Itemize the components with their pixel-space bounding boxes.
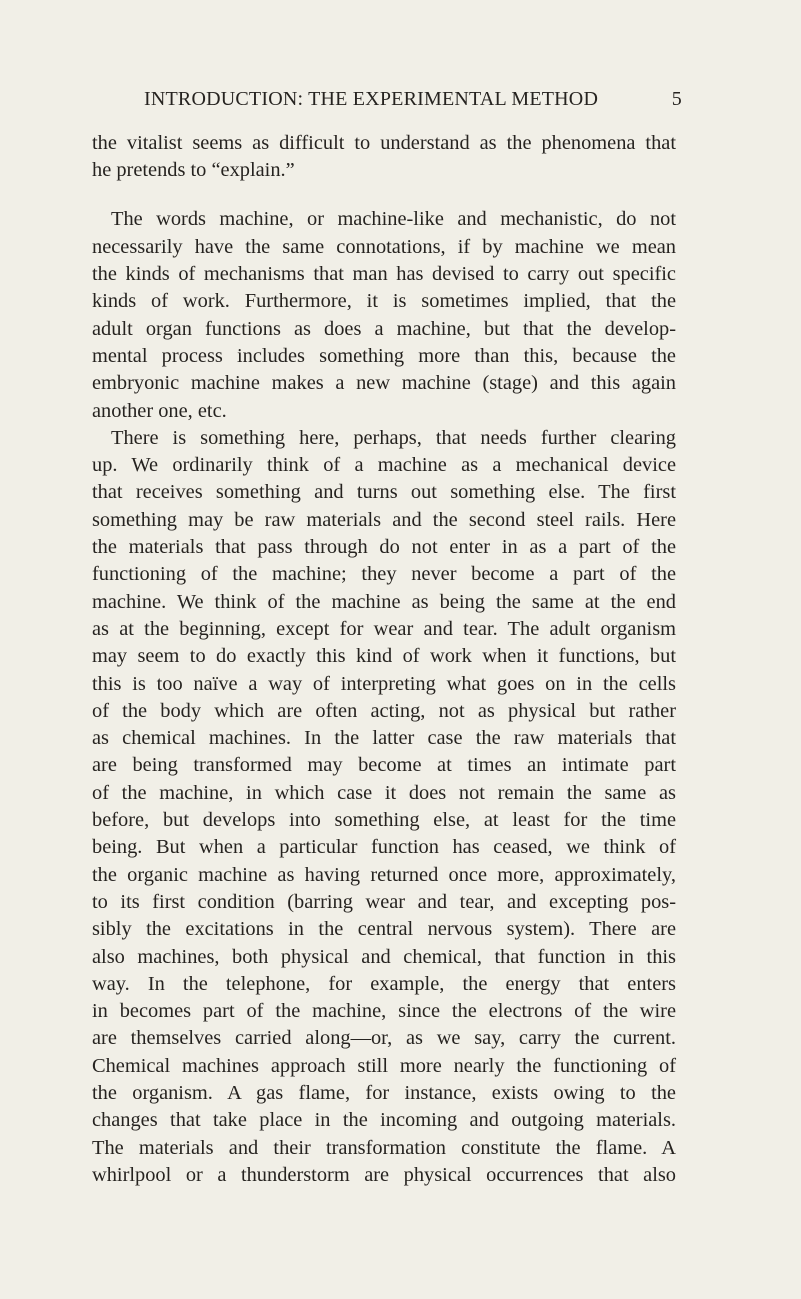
- text-line: up. We ordinarily think of a machine as a mechanical device: [92, 454, 676, 477]
- text-line: necessarily have the same connotations, if by machine we mean: [92, 235, 676, 258]
- paragraph: [92, 206, 676, 424]
- text-line: of the machine, in which case it does not remain the same as: [92, 781, 676, 804]
- text-line: the organism. A gas flame, for instance, exists owing to the: [92, 1081, 676, 1104]
- text-line: whirlpool or a thunderstorm are physical occurrences that also: [92, 1163, 676, 1186]
- text-line: as chemical machines. In the latter case the raw materials that: [92, 727, 676, 750]
- text-line: being. But when a particular function has ceased, we think of: [92, 836, 676, 859]
- text-line: also machines, both physical and chemical, that function in this: [92, 945, 676, 968]
- running-header: [92, 88, 682, 114]
- text-line: the materials that pass through do not enter in as a part of the: [92, 536, 676, 559]
- text-line: embryonic machine makes a new machine (stage) and this again: [92, 372, 676, 395]
- body-text: [92, 130, 676, 1189]
- running-title: INTRODUCTION: THE EXPERIMENTAL METHOD: [144, 88, 599, 110]
- text-line: he pretends to “explain.”: [92, 159, 295, 182]
- text-line: the kinds of mechanisms that man has devised to carry out specific: [92, 263, 676, 286]
- text-line: the vitalist seems as difficult to understand as the phenomena that: [92, 132, 676, 154]
- text-line: may seem to do exactly this kind of work when it functions, but: [92, 645, 676, 668]
- page-number: 5: [671, 88, 682, 110]
- text-line: before, but develops into something else, at least for the time: [92, 809, 676, 832]
- text-line: mental process includes something more than this, because the: [92, 344, 676, 367]
- text-line: as at the beginning, except for wear and tear. The adult organism: [92, 617, 676, 640]
- text-line: that receives something and turns out something else. The first: [92, 481, 676, 504]
- paragraph: [92, 425, 676, 1189]
- text-line: something may be raw materials and the second steel rails. Here: [92, 508, 676, 531]
- text-line: are being transformed may become at times an intimate part: [92, 754, 676, 777]
- text-line: sibly the excitations in the central nervous system). There are: [92, 918, 676, 941]
- text-line: functioning of the machine; they never become a part of the: [92, 563, 676, 586]
- text-line: the organic machine as having returned once more, approximately,: [92, 863, 676, 886]
- paragraph-gap: [92, 185, 676, 207]
- text-line: kinds of work. Furthermore, it is sometimes implied, that the: [92, 290, 676, 313]
- text-line: are themselves carried along—or, as we say, carry the current.: [92, 1027, 676, 1050]
- text-line: changes that take place in the incoming and outgoing materials.: [92, 1109, 676, 1132]
- text-line: The materials and their transformation constitute the flame. A: [92, 1136, 676, 1159]
- text-line: way. In the telephone, for example, the energy that enters: [92, 972, 676, 995]
- text-line: There is something here, perhaps, that needs further clearing: [111, 426, 676, 449]
- text-line: this is too naïve a way of interpreting what goes on in the cells: [92, 672, 676, 695]
- text-line: The words machine, or machine-like and mechanistic, do not: [111, 208, 676, 231]
- paragraph: [92, 130, 676, 185]
- text-line: adult organ functions as does a machine, but that the develop-: [92, 317, 676, 340]
- text-line: machine. We think of the machine as being the same at the end: [92, 590, 676, 613]
- text-line: to its first condition (barring wear and tear, and excepting pos-: [92, 890, 676, 913]
- text-line: of the body which are often acting, not as physical but rather: [92, 699, 676, 722]
- text-line: in becomes part of the machine, since the electrons of the wire: [92, 1000, 676, 1023]
- text-line: Chemical machines approach still more nearly the functioning of: [92, 1054, 676, 1077]
- text-line: another one, etc.: [92, 399, 227, 422]
